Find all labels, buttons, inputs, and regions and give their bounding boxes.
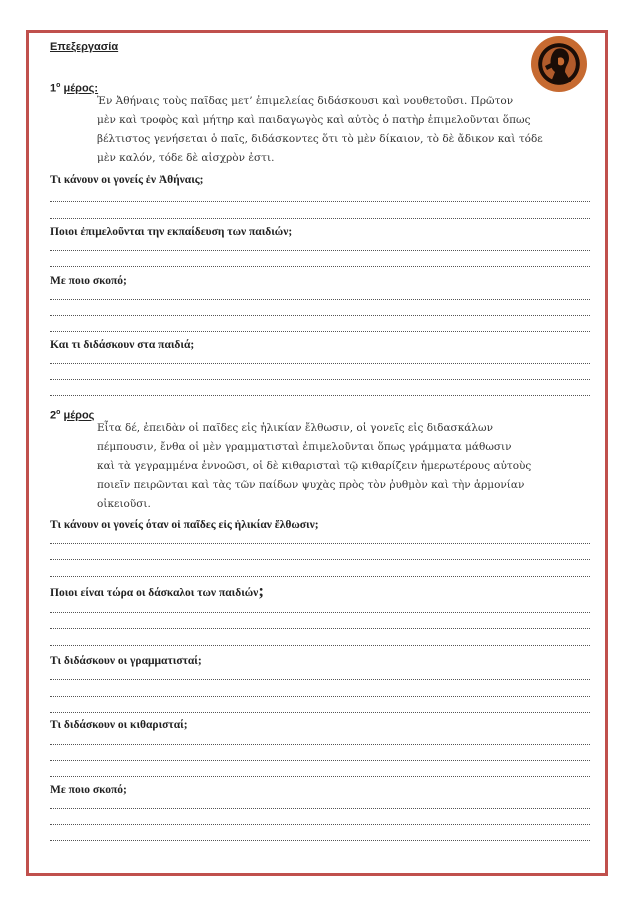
answer-line[interactable]: [50, 628, 590, 629]
answer-line[interactable]: [50, 645, 590, 646]
answer-line[interactable]: [50, 760, 590, 761]
passage-line: Εἶτα δέ, ἐπειδὰν οἱ παῖδες εἰς ἡλικίαν ἔλθωσιν, οἱ γονεῖς εἰς διδασκάλων: [97, 422, 493, 434]
answer-line[interactable]: [50, 395, 590, 396]
passage-line: Ἐν Ἀθήναις τοὺς παῖδας μετ’ ἐπιμελείας διδάσκουσι καὶ νουθετοῦσι. Πρῶτον: [97, 95, 514, 107]
answer-line[interactable]: [50, 824, 590, 825]
part2-label: [50, 409, 94, 422]
passage-line: μὲν καὶ τροφὸς καὶ μήτηρ καὶ παιδαγωγὸς καὶ αὐτὸς ὁ πατὴρ ἐπιμελοῦνται ὅπως: [97, 114, 531, 126]
passage-line: ποιεῖν πειρῶνται καὶ τὰς τῶν παίδων ψυχὰς πρὸς τὸν ῥυθμὸν καὶ τὴν ἁρμονίαν: [97, 479, 525, 491]
part2-num: 2: [50, 409, 57, 422]
answer-line[interactable]: [50, 679, 590, 680]
question-2-2-text: Ποιοι είναι τώρα οι δάσκαλοι των παιδιών: [50, 587, 259, 599]
answer-line[interactable]: [50, 696, 590, 697]
passage-line: καὶ τὰ γεγραμμένα ἐννοῶσι, οἱ δὲ κιθαρισταὶ τῷ κιθαρίζειν ἡμερωτέρους αὐτοὺς: [97, 460, 532, 472]
part1-passage: [97, 92, 543, 168]
answer-line[interactable]: [50, 612, 590, 613]
part1-text: μέρος:: [63, 82, 99, 95]
question-mark: ;: [258, 581, 264, 600]
answer-line[interactable]: [50, 250, 590, 251]
part2-passage: [97, 419, 543, 514]
answer-line[interactable]: [50, 218, 590, 219]
passage-line: οἰκειοῦσι.: [97, 498, 151, 510]
passage-line: μὲν καλόν, τόδε δὲ αἰσχρὸν ἐστι.: [97, 152, 275, 164]
part1-label: [50, 82, 98, 95]
question-1-4: Και τι διδάσκουν στα παιδιά;: [50, 339, 195, 351]
answer-line[interactable]: [50, 379, 590, 380]
answer-line[interactable]: [50, 840, 590, 841]
answer-line[interactable]: [50, 559, 590, 560]
answer-line[interactable]: [50, 576, 590, 577]
answer-line[interactable]: [50, 712, 590, 713]
answer-line[interactable]: [50, 363, 590, 364]
part2-sup: ο: [56, 409, 61, 416]
question-2-2: [50, 581, 264, 600]
answer-line[interactable]: [50, 776, 590, 777]
part1-sup: ο: [56, 82, 61, 89]
question-2-3: Τι διδάσκουν οι γραμματισταί;: [50, 655, 202, 667]
passage-line: βέλτιστος γενήσεται ὁ παῖς, διδάσκοντες ὅτι τὸ μὲν δίκαιον, τὸ δὲ ἄδικον καὶ τόδε: [97, 133, 543, 145]
answer-line[interactable]: [50, 744, 590, 745]
page-heading: Επεξεργασία: [50, 41, 119, 53]
question-2-4: Τι διδάσκουν οι κιθαρισταί;: [50, 719, 188, 731]
answer-line[interactable]: [50, 331, 590, 332]
question-2-5: Με ποιο σκοπό;: [50, 784, 127, 796]
part1-num: 1: [50, 82, 57, 95]
answer-line[interactable]: [50, 808, 590, 809]
answer-line[interactable]: [50, 201, 590, 202]
answer-line[interactable]: [50, 266, 590, 267]
passage-line: πέμπουσιν, ἔνθα οἱ μὲν γραμματισταὶ ἐπιμελοῦνται ὅπως γράμματα μάθωσιν: [97, 441, 512, 453]
question-1-2: Ποιοι ἐπιμελοῦνται την εκπαίδευση των παιδιών;: [50, 226, 293, 238]
part2-text: μέρος: [63, 409, 95, 422]
answer-line[interactable]: [50, 299, 590, 300]
question-1-3: Με ποιο σκοπό;: [50, 275, 127, 287]
answer-line[interactable]: [50, 315, 590, 316]
greek-vase-image: [531, 36, 587, 92]
question-2-1: Τι κάνουν οι γονείς όταν οἱ παῖδες εἰς ἡλικίαν ἔλθωσιν;: [50, 519, 319, 531]
question-1-1: Τι κάνουν οι γονείς ἐν Ἀθήναις;: [50, 174, 204, 186]
answer-line[interactable]: [50, 543, 590, 544]
